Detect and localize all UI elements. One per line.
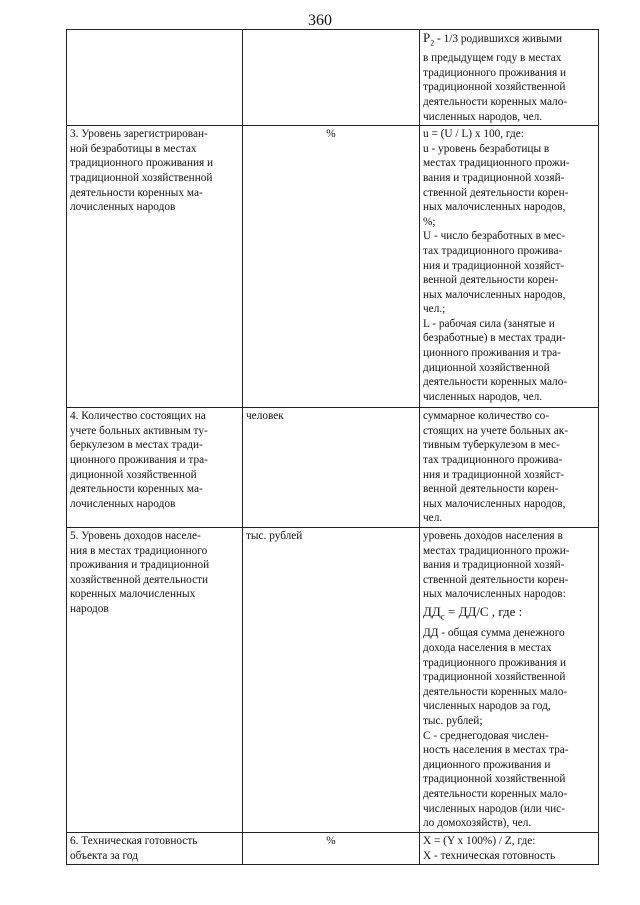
page-number: 360	[308, 12, 332, 29]
method-text: X = (Y x 100%) / Z, где: X - техническая готовность	[423, 834, 556, 862]
method-cell	[420, 30, 599, 126]
income-formula: $ДД_с = ДД/С$ , где :	[423, 603, 523, 622]
unit-text: %	[326, 128, 336, 141]
method-intro-text: уровень доходов населения в местах традиционного прожи- вания и традиционной хозяй- ственной деятельности корен- ных малочисленных народов:	[423, 529, 570, 601]
table-row	[67, 408, 599, 528]
indicator-cell	[67, 527, 243, 832]
table-row	[67, 832, 599, 864]
unit-cell	[243, 30, 420, 126]
indicators-table	[66, 29, 599, 865]
p2-symbol: $P_2$	[423, 30, 435, 48]
method-text: u = (U / L) x 100, где: u - уровень безработицы в местах традиционного прожи- вания и традиционной хозяй- ственной деятельности корен- ных малочисленных народов, %; U - число безработных в мес- тах традиционного прожива- ния и традиционной хозяйст- венной деятельности корен- ных малочисленных народов, чел.; L - рабочая сила (занятые и безработные) в местах тради- ционного проживания и тра- диционной хозяйственной деятельности коренных мало- численных народов, чел.	[423, 128, 570, 403]
table-row	[67, 30, 599, 126]
method-cell	[420, 832, 599, 864]
method-cell	[420, 408, 599, 528]
indicator-text: 5. Уровень доходов населе- ния в местах традиционного проживания и традиционной хозяйственной деятельности коренных малочисленных народов	[70, 529, 210, 615]
unit-cell	[243, 126, 420, 408]
indicator-text: 3. Уровень зарегистрирован- ной безработицы в местах традиционного проживания и традиционной хозяйственной деятельности коренных ма- лочисленных народов	[70, 128, 214, 214]
indicator-cell	[67, 408, 243, 528]
indicator-cell	[67, 30, 243, 126]
unit-text: человек	[246, 410, 284, 423]
method-cell	[420, 126, 599, 408]
unit-cell	[243, 832, 420, 864]
indicator-cell	[67, 126, 243, 408]
method-text: ДД - общая сумма денежного дохода населения в местах традиционного проживания и традиционной хозяйственной деятельности коренных мало- численных народов за год, тыс. рублей; С - среднегодовая числен- ность населения в местах тра- диционного проживания и традиционной хозяйственной деятельности коренных мало- численных народов (или чис- ло домохозяйств), чел.	[423, 627, 569, 830]
unit-text: тыс. рублей	[246, 529, 303, 542]
indicator-text: 4. Количество состоящих на учете больных активным ту- беркулезом в местах тради- ционного проживания и тра- диционной хозяйственной деятельности коренных ма- лочисленных народов	[70, 410, 208, 510]
method-text: суммарное количество со- стоящих на учете больных ак- тивным туберкулезом в мес- тах традиционного прожива- ния и традиционной хозяйст- венной деятельности корен- ных малочисленных народов, чел.	[423, 410, 569, 525]
unit-cell	[243, 408, 420, 528]
table-row	[67, 126, 599, 408]
method-text: $P_2 - 1/3$ родившихся живыми в предыдущем году в местах традиционного проживания и традиционной хозяйственной деятельности коренных мало- численных народов, чел.	[423, 30, 568, 123]
indicator-cell	[67, 832, 243, 864]
indicator-text: 6. Техническая готовность объекта за год	[70, 834, 198, 862]
unit-cell	[243, 527, 420, 832]
unit-text: %	[326, 834, 336, 847]
method-cell	[420, 527, 599, 832]
table-row	[67, 527, 599, 832]
